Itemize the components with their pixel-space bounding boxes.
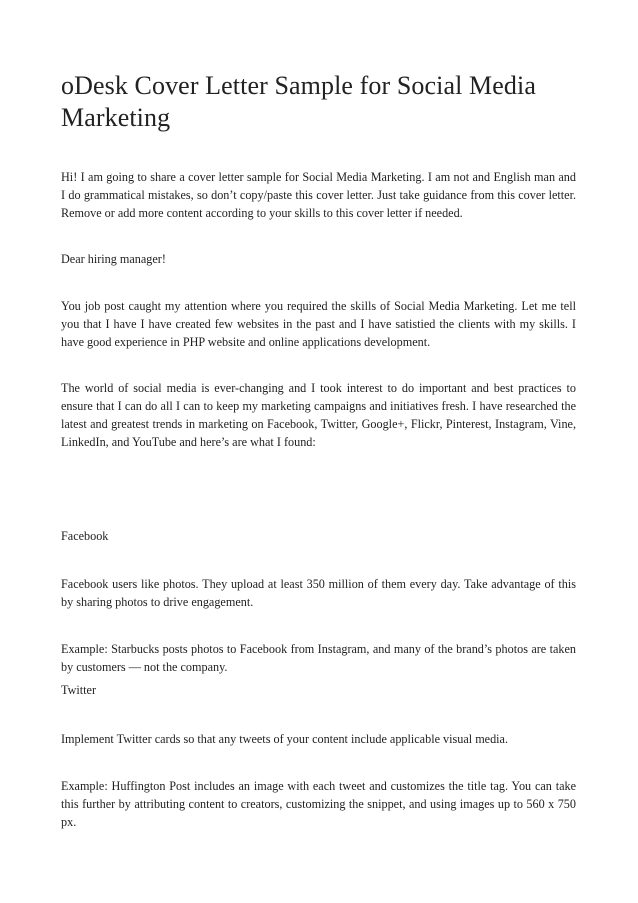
facebook-heading: Facebook xyxy=(61,529,109,543)
job-paragraph: You job post caught my attention where you required the skills of Social Media Marketing. Let me tell you that I have I have created few websites in the past and I have satistied the clients with my skills. I have good experience in PHP website and online applications development. xyxy=(61,299,576,349)
facebook-example: Example: Starbucks posts photos to Facebook from Instagram, and many of the brand’s photos are taken by customers — not the company. xyxy=(61,642,576,674)
facebook-paragraph: Facebook users like photos. They upload at least 350 million of them every day. Take advantage of this by sharing photos to drive engagement. xyxy=(61,577,576,609)
social-media-paragraph: The world of social media is ever-changing and I took interest to do important and best practices to ensure that I can do all I can to keep my marketing campaigns and initiatives fresh. I have researched the latest and greatest trends in marketing on Facebook, Twitter, Google+, Flickr, Pinterest, Instagram, Vine, LinkedIn, and YouTube and here’s are what I found: xyxy=(61,381,576,449)
twitter-paragraph: Implement Twitter cards so that any tweets of your content include applicable visual media. xyxy=(61,732,509,746)
intro-paragraph: Hi! I am going to share a cover letter sample for Social Media Marketing. I am not and English man and I do grammatical mistakes, so don’t copy/paste this cover letter. Just take guidance from this cover letter. Remove or add more content according to your skills to this cover letter if needed. xyxy=(61,170,576,220)
greeting: Dear hiring manager! xyxy=(61,252,166,266)
twitter-heading: Twitter xyxy=(61,683,97,697)
document-title: oDesk Cover Letter Sample for Social Media Marketing xyxy=(61,71,536,132)
twitter-example: Example: Huffington Post includes an image with each tweet and customizes the title tag. You can take this further by attributing content to creators, customizing the snippet, and using images up to 560 x 750 px. xyxy=(61,779,576,829)
